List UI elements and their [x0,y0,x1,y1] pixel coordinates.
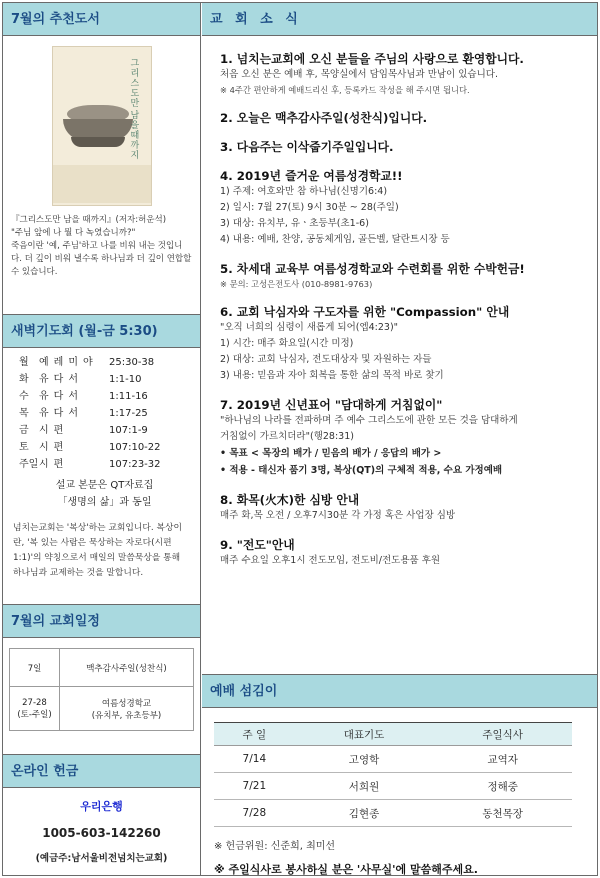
news-item-title: 1. 넘치는교회에 오신 분들을 주님의 사랑으로 환영합니다. [220,52,524,66]
table-row [214,773,572,800]
news-item-line: 거침없이 가르치더라"(행28:31) [220,431,354,442]
table-row: 주일 시편 107:23-32 [19,459,161,470]
news-item-line: "오직 너희의 심령이 새롭게 되어(엡4:23)" [220,322,399,333]
schedule-header: 7월의 교회일정 [3,605,200,638]
table-row: 월 예레미야 25:30-38 [19,357,155,368]
account-holder: (예금주:남서울비전넘치는교회) [35,853,168,864]
news-section [202,3,597,675]
schedule-table [9,648,194,731]
news-item-line: 3) 대상: 유치부, 유ㆍ초등부(초1-6) [220,218,369,229]
table-row [214,746,572,773]
sermon-note [19,477,190,511]
book-caption-line: 『그리스도만 남을 때까지』(저자:허운석) [11,215,167,225]
book-caption-line: 죽음이란 '예, 주님'하고 나를 비워 내는 것입니 [11,241,183,251]
table-row: 토 시편 107:10-22 [19,442,161,453]
offering-committee-note: ※ 헌금위원: 신준희, 최미선 [214,841,336,852]
news-item-title: 4. 2019년 즐거운 여름성경학교!! [220,169,403,183]
book-header: 7월의 추천도서 [3,3,200,36]
bowl-shape [71,137,125,147]
news-item-note: ※ 4주간 편안하게 예배드리신 후, 등록카드 작성을 해 주시면 됩니다. [220,85,470,95]
news-list [202,36,597,569]
column-header: 주 일 [214,723,295,746]
book-cover-band [53,165,151,203]
table-cell: 교역자 [433,746,572,773]
table-header-row [214,723,572,746]
bank-name: 우리은행 [80,800,123,813]
news-item-bullet: • 적용 - 태신자 품기 3명, 복상(QT)의 구체적 적용, 수요 가정예배 [220,465,503,476]
table-row: 목 유다서 1:17-25 [19,408,148,419]
book-caption-line: "주님 앞에 나 뭘 다 녹였습니까?" [11,228,136,238]
schedule-date: 7일 [10,649,60,687]
book-caption [11,214,192,279]
table-cell: 동천목장 [433,800,572,827]
table-row [10,649,194,687]
bulletin-page [2,2,598,876]
news-item-title: 5. 차세대 교육부 여름성경학교와 수련회를 위한 수박헌금! [220,262,525,276]
news-item-line: "하나님의 나라를 전파하며 주 예수 그리스도에 관한 모든 것을 담대하게 [220,415,518,426]
table-cell: 정해중 [433,773,572,800]
table-row [214,800,572,827]
news-item-bullet: • 목표 < 목장의 배가 / 믿음의 배가 / 응답의 배가 > [220,448,442,459]
account-number: 1005-603-142260 [42,826,161,840]
table-row: 화 유다서 1:1-10 [19,374,142,385]
table-cell: 7/21 [214,773,295,800]
meal-volunteer-note: ※ 주일식사로 봉사하실 분은 '사무실'에 말씀해주세요. [214,863,478,876]
news-item-line: 2) 일시: 7월 27(토) 9시 30분 ~ 28(주일) [220,202,399,213]
news-item-title: 3. 다음주는 이삭줍기주일입니다. [220,140,394,154]
news-item-line: 3) 내용: 믿음과 자아 회복을 통한 삶의 목적 바로 찾기 [220,370,444,381]
news-item-line: 4) 내용: 예배, 찬양, 공동체게임, 골든벨, 달란트시장 등 [220,234,450,245]
book-caption-line: 다. 더 깊이 비워 낼수록 하나님과 더 깊이 연합할 [11,254,192,264]
dawn-prayer-header: 새벽기도회 (월-금 5:30) [3,315,200,348]
schedule-event: 여름성경학교 (유치부, 유초등부) [60,687,194,731]
table-row: 수 유다서 1:11-16 [19,391,148,402]
news-item-line: 처음 오신 분은 예배 후, 목양실에서 담임목사님과 만남이 있습니다. [220,69,498,80]
news-item-title: 9. "전도"안내 [220,538,295,552]
book-section [3,3,200,315]
news-item-title: 2. 오늘은 맥추감사주일(성찬식)입니다. [220,111,428,125]
table-cell: 7/14 [214,746,295,773]
table-row [10,687,194,731]
news-item-line: 매주 화,목 오전 / 오후7시30분 각 가정 혹은 사업장 심방 [220,510,456,521]
schedule-date: 27-28 (토-주일) [10,687,60,731]
worship-table [214,722,572,827]
offering-section [3,755,200,864]
offering-header: 온라인 헌금 [3,755,200,788]
table-cell: 고영학 [295,746,434,773]
news-item-title: 7. 2019년 신년표어 "담대하게 거침없이" [220,398,443,412]
news-item-line: 1) 시간: 매주 화요일(시간 미정) [220,338,354,349]
news-item-line: 1) 주제: 여호와만 참 하나님(신명기6:4) [220,186,388,197]
table-row: 금 시편 107:1-9 [19,425,148,436]
news-item-note: ※ 문의: 고성은전도사 (010-8981-9763) [220,279,373,289]
right-column [202,3,597,875]
worship-header: 예배 섬김이 [202,675,597,708]
meditation-paragraph: 넘치는교회는 '복상'하는 교회입니다. 복상이란, '복 있는 사람은 묵상하는 자로다(시편1:1)'의 약칭으로서 매일의 말씀묵상을 통해 하나님과 교제하는 것을 말합니다. [13,523,182,578]
schedule-section [3,605,200,755]
news-item-line: 매주 수요일 오후1시 전도모임, 전도비/전도용품 후원 [220,555,441,566]
table-cell: 서희원 [295,773,434,800]
worship-section [202,675,597,877]
column-header: 주일식사 [433,723,572,746]
news-item-title: 6. 교회 낙심자와 구도자를 위한 "Compassion" 안내 [220,305,510,319]
news-item-title: 8. 화목(火木)한 심방 안내 [220,493,360,507]
table-cell: 김현종 [295,800,434,827]
book-cover-subtitle: 남을때까지 [130,111,140,161]
schedule-event: 맥추감사주일(성찬식) [60,649,194,687]
news-header: 교 회 소 식 [202,3,597,36]
table-cell: 7/28 [214,800,295,827]
book-cover-image [52,46,152,206]
left-column [3,3,201,875]
dawn-prayer-section [3,315,200,605]
dawn-schedule-table [19,354,161,473]
sermon-note-line: 「생명의 삶」과 동일 [57,497,152,508]
news-item-line: 2) 대상: 교회 낙심자, 전도대상자 및 자원하는 자들 [220,354,432,365]
sermon-note-line: 설교 본문은 QT자료집 [55,480,154,491]
book-caption-line: 수 있습니다. [11,267,58,277]
book-cover-title: 그리스도만 [130,59,140,109]
column-header: 대표기도 [295,723,434,746]
